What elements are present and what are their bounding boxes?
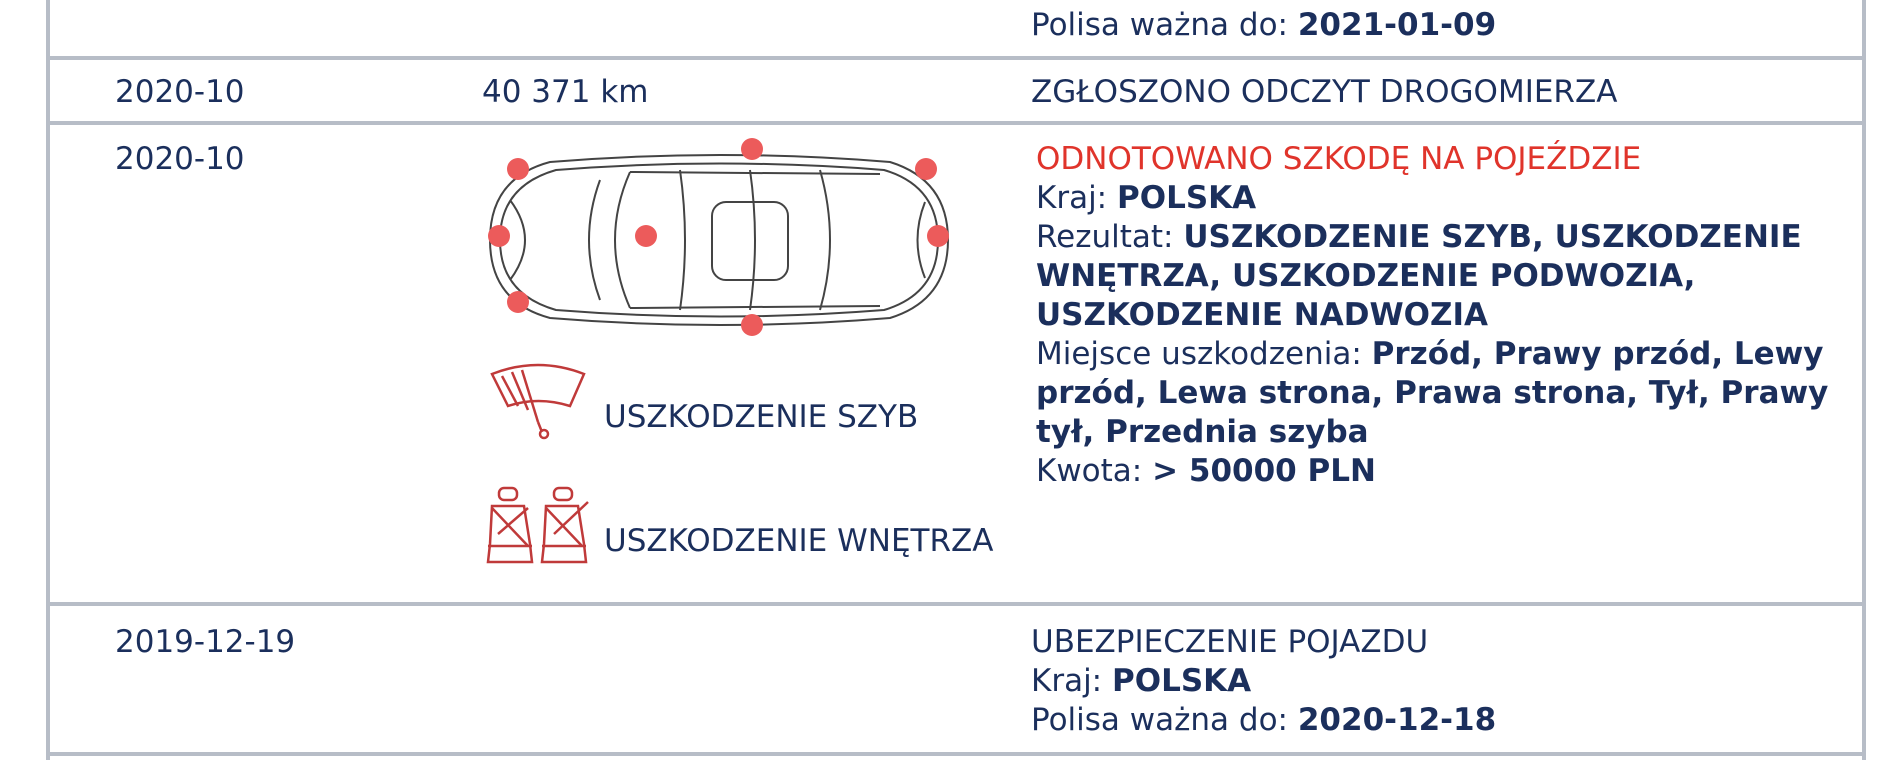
country-label: Kraj: [1036, 180, 1108, 216]
car-damage-diagram [480, 140, 960, 340]
damage-type-label: USZKODZENIE SZYB [604, 399, 919, 435]
damage-location-label: Miejsce uszkodzenia: [1036, 336, 1362, 372]
amount-label: Kwota: [1036, 453, 1143, 489]
result-line [1036, 218, 1862, 335]
policy-valid-line [1031, 6, 1496, 45]
country-line [1031, 662, 1251, 701]
damage-location-value: Przód, Prawy przód, Lewy przód, Lewa strona, Prawa strona, Tył, Prawy tył, Przednia szyba [1036, 336, 1829, 450]
car-seats-icon [484, 484, 594, 566]
country-value: POLSKA [1112, 663, 1252, 699]
country-value: POLSKA [1117, 180, 1257, 216]
amount-value: > 50000 PLN [1152, 453, 1376, 489]
event-title: UBEZPIECZENIE POJAZDU [1031, 624, 1429, 660]
damage-location-line [1036, 335, 1862, 452]
row-divider [46, 121, 1862, 125]
result-label: Rezultat: [1036, 219, 1174, 255]
event-date: 2020-10 [115, 74, 245, 110]
country-label: Kraj: [1031, 663, 1103, 699]
windshield-icon [488, 362, 588, 442]
row-divider [46, 56, 1862, 60]
policy-label: Polisa ważna do: [1031, 702, 1288, 738]
policy-date: 2021-01-09 [1297, 7, 1497, 43]
damage-title: ODNOTOWANO SZKODĘ NA POJEŹDZIE [1036, 141, 1642, 177]
amount-line [1036, 452, 1376, 491]
damage-type-label: USZKODZENIE WNĘTRZA [604, 523, 994, 559]
row-divider [46, 602, 1862, 606]
result-value: USZKODZENIE SZYB, USZKODZENIE WNĘTRZA, USZKODZENIE PODWOZIA, USZKODZENIE NADWOZIA [1036, 219, 1802, 333]
event-date: 2020-10 [115, 141, 245, 177]
event-date: 2019-12-19 [115, 624, 296, 660]
policy-label: Polisa ważna do: [1031, 7, 1288, 43]
mileage-value: 40 371 km [482, 74, 649, 110]
policy-date: 2020-12-18 [1297, 702, 1497, 738]
policy-valid-line [1031, 701, 1496, 740]
country-line [1036, 179, 1256, 218]
event-title: ZGŁOSZONO ODCZYT DROGOMIERZA [1031, 74, 1618, 110]
row-divider [46, 752, 1862, 756]
